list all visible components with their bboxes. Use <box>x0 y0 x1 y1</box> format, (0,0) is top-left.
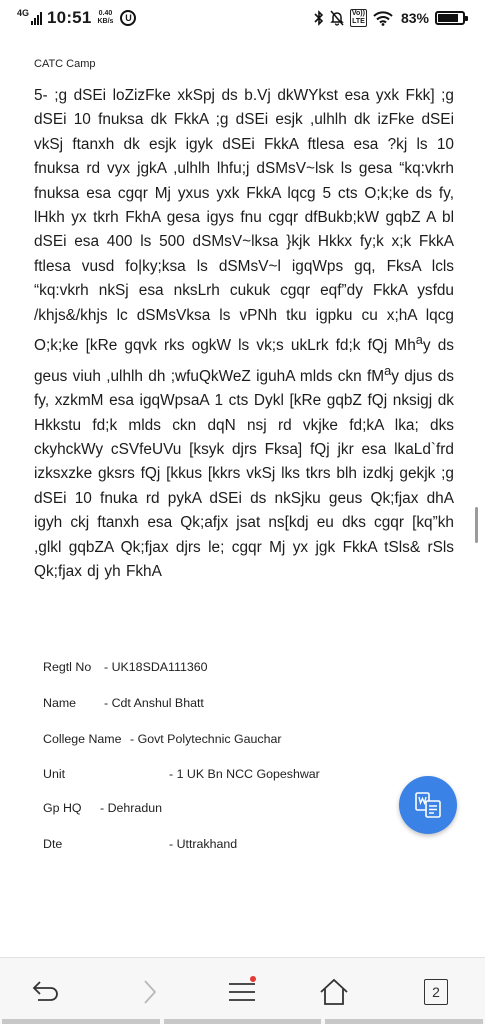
status-left <box>17 8 136 28</box>
bottom-nav-bar <box>0 957 485 1024</box>
detail-label: Unit <box>43 767 66 781</box>
volte-top: Vo)) <box>351 10 365 17</box>
detail-value: - Uttrakhand <box>169 837 238 851</box>
word-to-pdf-icon <box>413 790 443 820</box>
notification-icon: U <box>120 10 136 26</box>
clock: 10:51 <box>47 8 92 27</box>
document-body: 5- ;g dSEi loZizFke xkSpj ds b.Vj dkWYkst esa yxk Fkk] ;g dSEi 10 fnuksa dk FkkA ;g dSEi esjk ,ulhlh dk izFke dSEi vkSj ftanxh dk esjk igyk dSEi FkkA ftlesa esa ?kj ls 10 fnuksa rd vyx jgkA ,ulhlh lhfu;j dSMsV~lsk ls gesa “kq:vkrh fnuksa esa cgqr Mj yxus yxk FkkA lqcg 5 cts O;k;ke ds fy, lHkh yx tkrh FkhA gesa igys fnu cgqr dfBukb;kW gqbZ A bl dSEi esa 400 ls 500 dSMsV~lksa }kjk Hkkx fy;k x;k FkkA ftlesa vusd fo|ky;ksa ls dSMsV~l igqWps gq, FksA lcls “kq:vkrh nkSj esa nksLrh cukuk cgqr eqf”dy FkkA ysfdu /khjs&/khjs lc dSMsVksa ls vPNh tku igpku cu x;hA lqcg O;k;ke [kRe gqvk rks ogkW ls vk;s ukLrk fd;k fQj Mh$^a$y ds geus viuh ,ulhlh dh ;wfuQkWeZ iguhA mlds ckn $fM^ay$ djus ds fy, xzkmM esa igqWpsaA 1 cts Dykl [kRe gqbZ fQj nksigj dk Hkkstu fd;k mlds ckn dqN nsj rd vkjke fd;kA lka; dks ckyhckWy cSVfeUVu [ksyk djrs Fksa] fQj jkr esa lkaLd`frd izksxzke gksrs fQj [kkus [kkrs vkSj lks tkrs blh izdkj gekjk ;g dSEi 10 fnuka rd pykA dSEi ds nkSjku geus Qk;fjax dhA igyh ckj ftanxh esa Qk;afjx jsat ns[kdj eu dks cgqr [kq”kh ,glkl gqbZA Qk;fjax djrs le; cgqr Mj yx jgk FkkA tSls& rSls Qk;fjax dj yh FkhA <box>34 87 454 580</box>
network-type: 4G <box>17 7 30 18</box>
menu-icon <box>227 980 257 1004</box>
status-bar <box>0 0 485 40</box>
scrollbar-thumb[interactable] <box>475 507 478 543</box>
signal-icon <box>31 11 43 25</box>
detail-value: - UK18SDA111360 <box>104 660 208 674</box>
detail-value: - Govt Polytechnic Gauchar <box>130 732 282 746</box>
menu-button[interactable] <box>222 972 262 1012</box>
back-icon <box>31 979 61 1005</box>
battery-percent: 83% <box>400 10 429 26</box>
forward-button[interactable] <box>130 972 170 1012</box>
battery-icon <box>435 11 465 25</box>
battery-level <box>438 14 458 22</box>
wifi-icon <box>373 11 393 26</box>
notification-dot <box>250 976 256 982</box>
tabs-icon: 2 <box>424 979 448 1005</box>
speed-unit: KB/s <box>97 18 114 25</box>
home-button[interactable] <box>314 972 354 1012</box>
speed-value: 0.40 <box>98 10 113 17</box>
detail-label: Dte <box>43 837 63 851</box>
detail-label: College Name <box>43 732 122 746</box>
document-header: CATC Camp <box>34 58 96 70</box>
detail-value: - Cdt Anshul Bhatt <box>104 696 204 710</box>
network-speed <box>98 10 114 26</box>
back-button[interactable] <box>26 972 66 1012</box>
tabs-button[interactable] <box>416 972 456 1012</box>
detail-value: - 1 UK Bn NCC Gopeshwar <box>169 767 320 781</box>
bluetooth-icon <box>314 10 324 26</box>
forward-icon <box>140 978 160 1006</box>
detail-value: - Dehradun <box>100 801 162 815</box>
mute-icon <box>330 10 344 26</box>
word-to-pdf-button[interactable] <box>399 776 457 834</box>
detail-label: Gp HQ <box>43 801 82 815</box>
home-icon <box>318 978 350 1006</box>
volte-bottom: LTE <box>352 18 365 25</box>
status-right <box>308 9 465 27</box>
detail-label: Name <box>43 696 77 710</box>
volte-indicator <box>350 9 367 27</box>
detail-label: Regtl No <box>43 660 92 674</box>
gesture-bar <box>0 1019 485 1024</box>
